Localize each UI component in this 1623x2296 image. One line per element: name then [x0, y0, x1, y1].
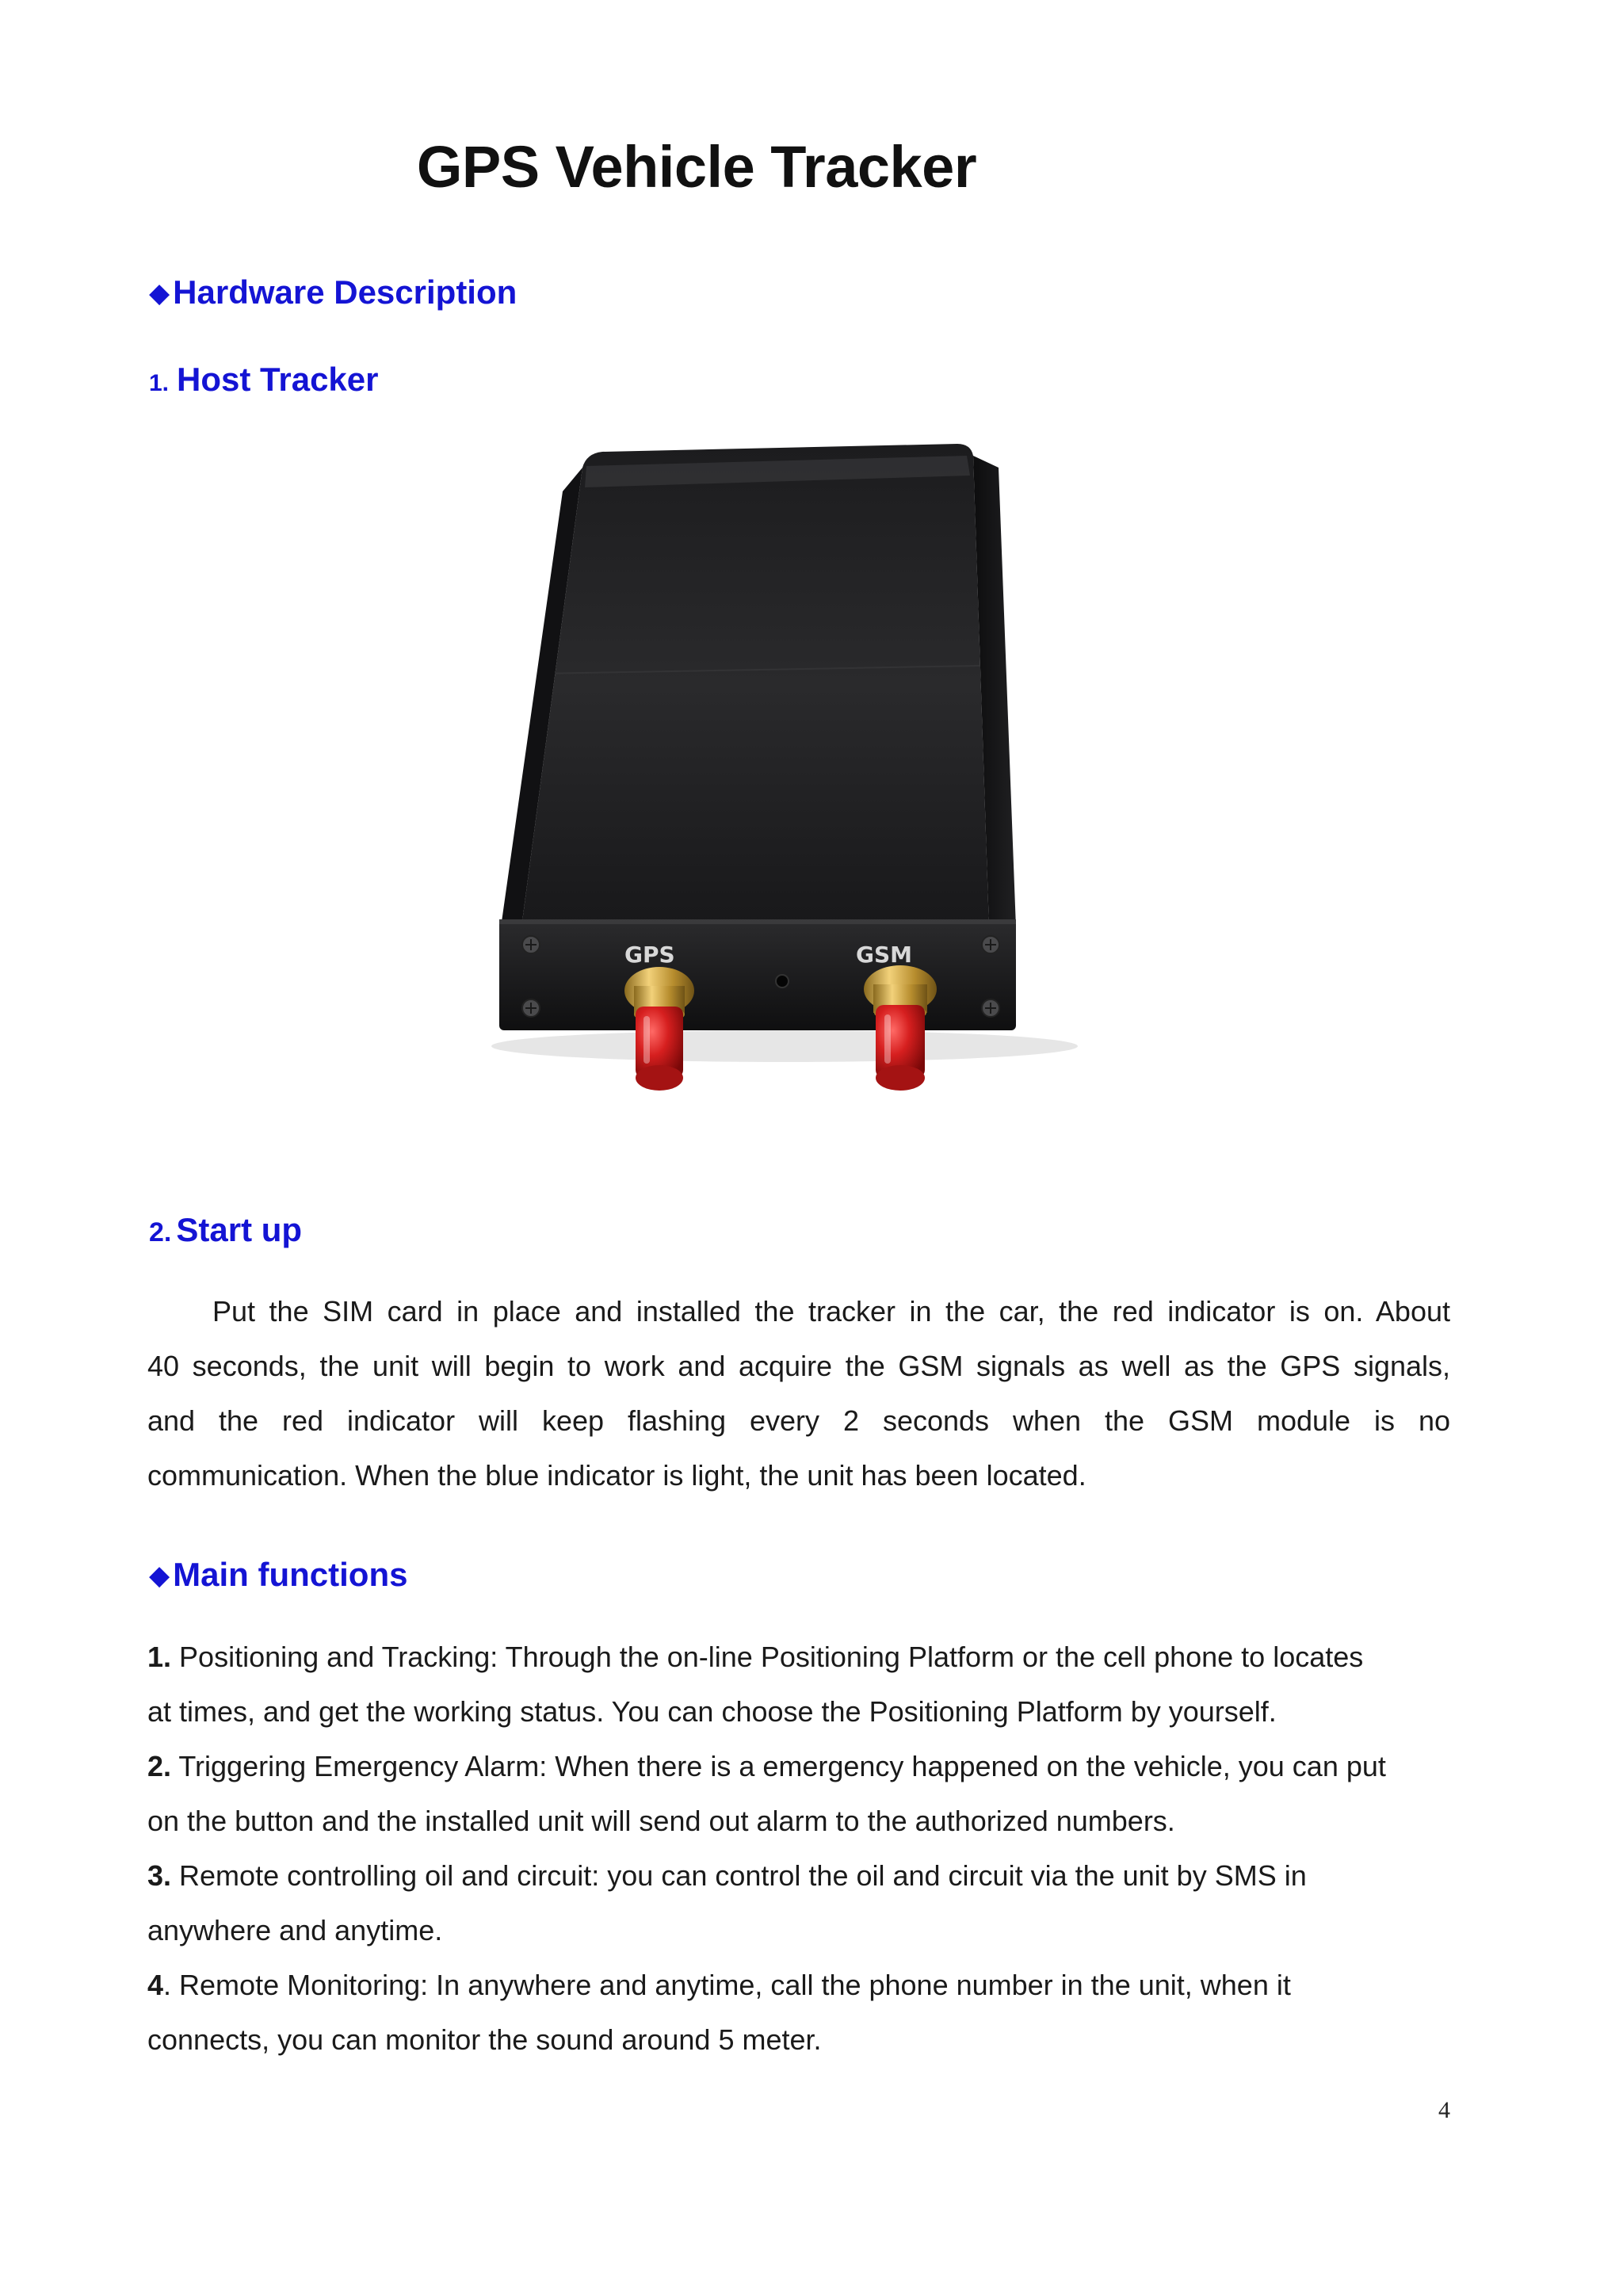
- startup-line: and the red indicator will keep flashing every 2 seconds when the GSM module is no: [147, 1404, 1450, 1437]
- section-heading-hardware: ◆Hardware Description: [149, 273, 517, 311]
- startup-line: communication. When the blue indicator is light, the unit has been located.: [147, 1459, 1086, 1492]
- section-heading-main-functions: ◆Main functions: [149, 1556, 408, 1593]
- function-item: 4. Remote Monitoring: In anywhere and anytime, call the phone number in the unit, when it connects, you can monitor the sound around 5 meter.: [147, 1969, 1291, 2056]
- gps-connector-label: GPS: [624, 942, 675, 968]
- functions-list: [147, 1629, 1495, 2067]
- page-title: GPS Vehicle Tracker: [416, 134, 977, 200]
- function-item: 3. Remote controlling oil and circuit: you can control the oil and circuit via the unit by SMS in anywhere and anytime.: [147, 1859, 1307, 1946]
- startup-paragraph: [147, 1284, 1450, 1503]
- page-number: 4: [1438, 2097, 1450, 2123]
- subheading-start-up: 2. Start up: [149, 1211, 303, 1248]
- function-item: 2. Triggering Emergency Alarm: When there is a emergency happened on the vehicle, you can put on the button and the installed unit will send out alarm to the authorized numbers.: [147, 1750, 1386, 1837]
- tracker-device-photo: [444, 420, 1125, 1149]
- function-item: 1. Positioning and Tracking: Through the on-line Positioning Platform or the cell phone to locates at times, and get the working status. You can choose the Positioning Platform by yourself.: [147, 1641, 1364, 1728]
- diamond-bullet-icon: ◆: [149, 1561, 170, 1591]
- startup-line: 40 seconds, the unit will begin to work and acquire the GSM signals as well as the GPS signals,: [147, 1350, 1450, 1382]
- gsm-connector-label: GSM: [856, 942, 913, 968]
- startup-line: Put the SIM card in place and installed the tracker in the car, the red indicator is on. About: [212, 1295, 1450, 1328]
- subheading-host-tracker: 1. Host Tracker: [149, 361, 379, 398]
- diamond-bullet-icon: ◆: [149, 278, 170, 308]
